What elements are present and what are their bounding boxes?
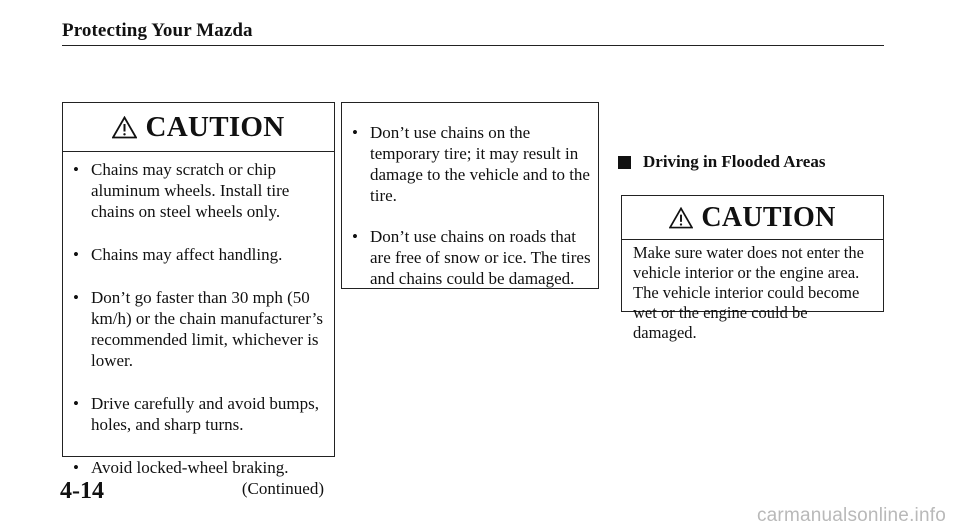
warning-triangle-icon: [112, 116, 137, 139]
caution-label: CAUTION: [701, 201, 836, 233]
list-item: • Chains may affect handling.: [63, 244, 326, 265]
caution-box-flooded: [621, 195, 884, 342]
continued-note: (Continued): [241, 479, 324, 498]
caution-label: CAUTION: [145, 110, 285, 143]
square-bullet-icon: [618, 156, 631, 169]
section-heading-text: Driving in Flooded Areas: [643, 152, 826, 171]
caution-header: [63, 103, 334, 152]
header-rule: [62, 45, 884, 46]
page-header-title: Protecting Your Mazda: [62, 20, 253, 41]
list-item: • Don’t use chains on the temporary tire; it may result in damage to the vehicle and to the tire.: [342, 122, 592, 206]
list-item: • Don’t go faster than 30 mph (50 km/h) or the chain manufacturer’s recommended limit, whichever is lower.: [63, 287, 326, 371]
warning-triangle-icon: [669, 207, 693, 229]
list-item: • Don’t use chains on roads that are free of snow or ice. The tires and chains could be damaged.: [342, 226, 592, 289]
caution-text: Make sure water does not enter the vehicle interior or the engine area. The vehicle interior could become wet or the engine could be damaged.: [633, 243, 864, 342]
section-heading: [618, 152, 825, 172]
caution-header: [622, 196, 883, 240]
list-item: • Chains may scratch or chip aluminum wheels. Install tire chains on steel wheels only.: [63, 159, 326, 222]
list-item: • Avoid locked-wheel braking.: [63, 457, 326, 478]
page-number: 4-14: [60, 478, 104, 504]
list-item: • Drive carefully and avoid bumps, holes, and sharp turns.: [63, 393, 326, 435]
caution-box-chains-continued: [341, 102, 599, 289]
watermark-text: carmanualsonline.info: [756, 505, 946, 526]
